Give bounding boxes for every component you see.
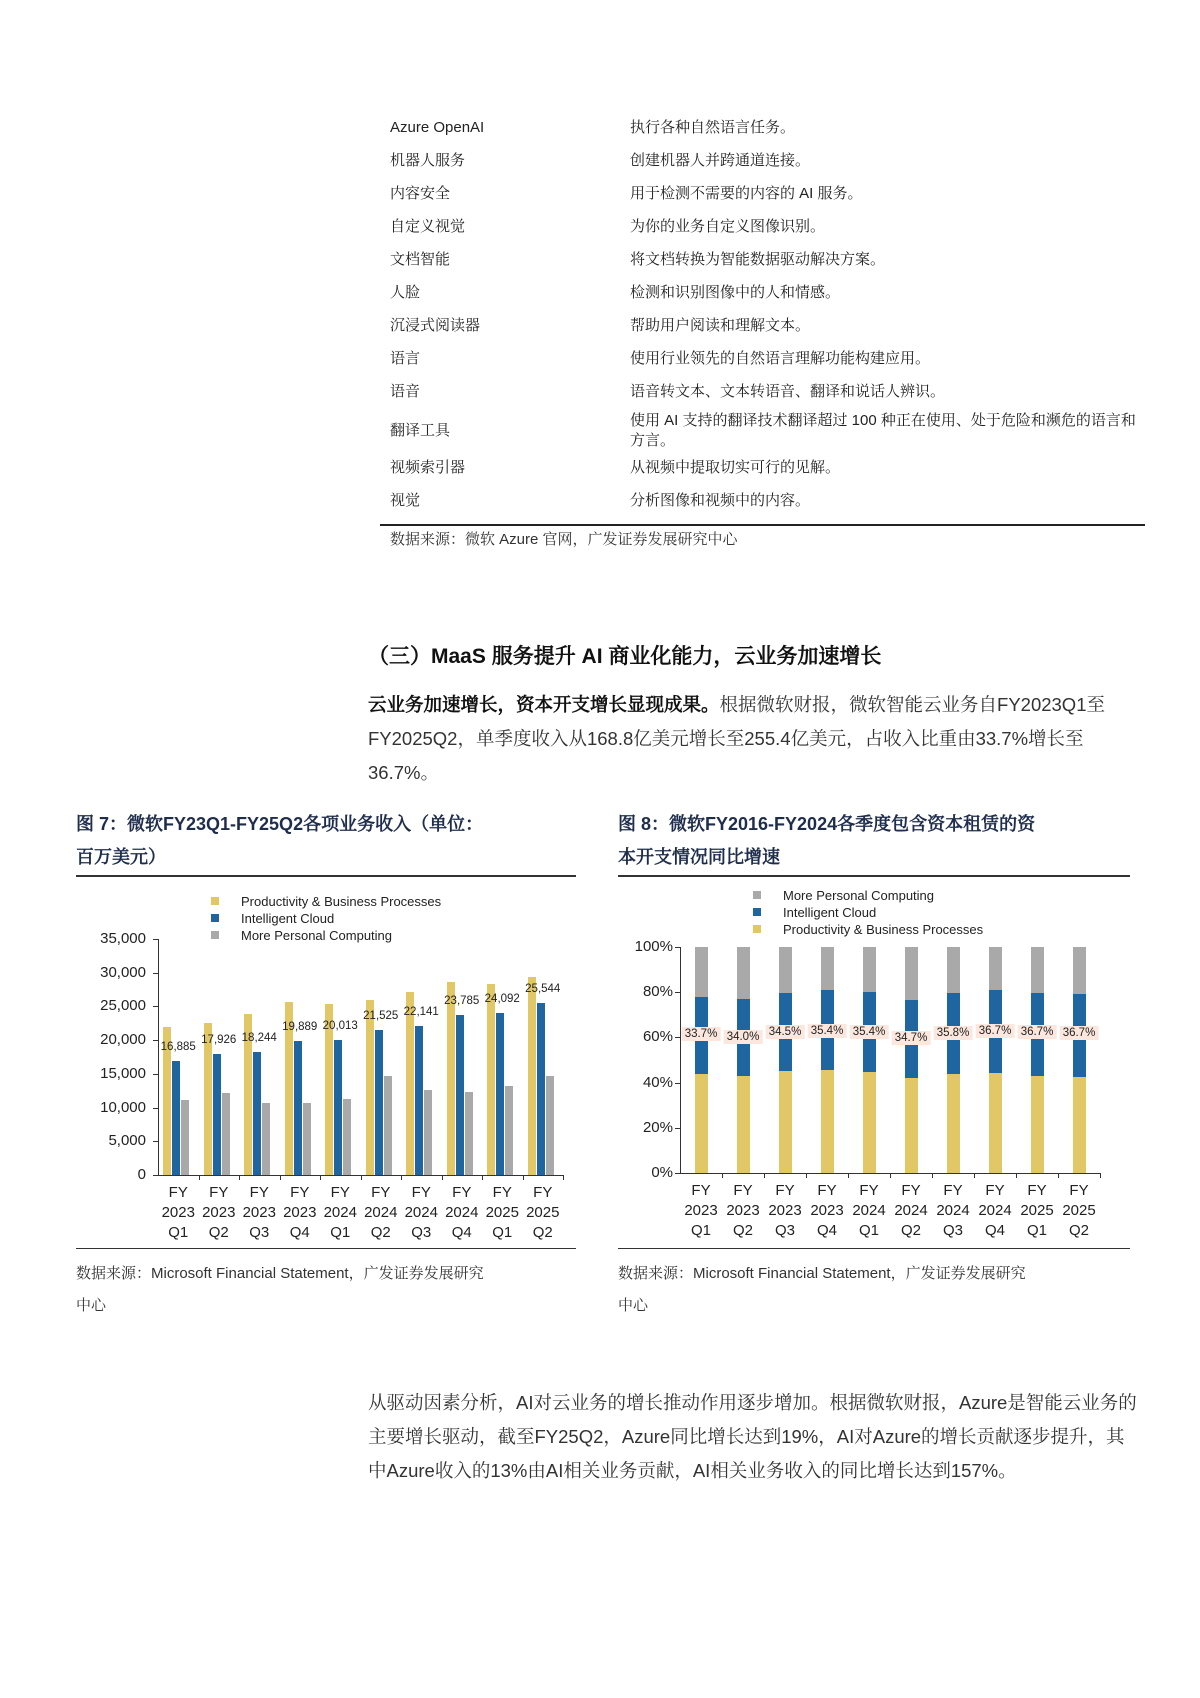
bar-segment-pbp [695, 1074, 708, 1173]
bar-ic [496, 1013, 504, 1175]
x-axis-tick [563, 1175, 564, 1180]
data-label: 33.7% [682, 1027, 721, 1041]
bar-mpc [181, 1100, 189, 1175]
service-description: 执行各种自然语言任务。 [630, 119, 796, 136]
figure-7-source [76, 1258, 484, 1322]
x-axis-tick [199, 1175, 200, 1180]
table-row [380, 316, 1145, 336]
bar-mpc [546, 1076, 554, 1175]
y-axis-line [680, 947, 681, 1173]
bar-group [401, 939, 442, 1175]
bar-segment-mpc [1031, 947, 1044, 993]
y-axis-tick-label: 35,000 [100, 930, 146, 947]
x-axis-tick [1100, 1173, 1101, 1178]
x-axis-tick-label: FY 2023 Q4 [810, 1182, 844, 1239]
x-axis-tick [239, 1175, 240, 1180]
legend-item [753, 887, 983, 904]
x-axis-tick [806, 1173, 807, 1178]
service-description: 将文档转换为智能数据驱动解决方案。 [630, 251, 886, 268]
service-name: 内容安全 [390, 185, 451, 202]
x-axis-tick-label: FY 2023 Q1 [161, 1184, 195, 1241]
bar-segment-pbp [905, 1078, 918, 1173]
x-axis-tick [280, 1175, 281, 1180]
legend-item [753, 921, 983, 938]
legend-label: Intelligent Cloud [783, 905, 877, 920]
legend-swatch-icon [753, 908, 761, 916]
figure-7-rule [76, 875, 576, 877]
bar-segment-mpc [1073, 947, 1086, 994]
x-axis-tick-label: FY 2025 Q2 [1062, 1182, 1096, 1239]
bar-segment-pbp [989, 1073, 1002, 1173]
x-axis-tick-label: FY 2025 Q1 [1020, 1182, 1054, 1239]
data-label: 36.7% [976, 1024, 1015, 1038]
x-axis-tick-label: FY 2023 Q2 [726, 1182, 760, 1239]
x-axis-tick-label: FY 2024 Q3 [936, 1182, 970, 1239]
table-row [380, 382, 1145, 402]
chart-legend [211, 893, 441, 944]
bar-segment-pbp [947, 1074, 960, 1173]
table-row [380, 458, 1145, 478]
figure-8-rule [618, 875, 1130, 877]
figure-7-chart [76, 885, 576, 1245]
legend-swatch-icon [753, 925, 761, 933]
service-description: 使用行业领先的自然语言理解功能构建应用。 [630, 350, 931, 367]
x-axis-tick [523, 1175, 524, 1180]
bar-ic [213, 1054, 221, 1175]
x-axis-tick-label: FY 2024 Q4 [978, 1182, 1012, 1239]
bar-group [482, 939, 523, 1175]
service-name: 视觉 [390, 492, 421, 509]
bar-ic [294, 1041, 302, 1175]
section-heading: （三）MaaS 服务提升 AI 商业化能力，云业务加速增长 [368, 645, 882, 668]
x-axis-tick [401, 1175, 402, 1180]
bar-mpc [343, 1099, 351, 1175]
bar-segment-mpc [989, 947, 1002, 990]
service-name: 沉浸式阅读器 [390, 317, 481, 334]
bar-pbp [366, 1000, 374, 1175]
bar-segment-mpc [779, 947, 792, 993]
service-name: 自定义视觉 [390, 218, 466, 235]
bar-group [239, 939, 280, 1175]
table-row [380, 118, 1145, 138]
x-axis-tick-label: FY 2023 Q2 [202, 1184, 236, 1241]
y-axis-tick-label: 30,000 [100, 963, 146, 981]
x-axis-tick-label: FY 2023 Q3 [768, 1182, 802, 1239]
bar-segment-pbp [1031, 1076, 1044, 1173]
x-axis-tick-label: FY 2024 Q3 [404, 1184, 438, 1241]
bar-segment-pbp [737, 1076, 750, 1173]
bar-segment-pbp [821, 1070, 834, 1173]
service-description: 帮助用户阅读和理解文本。 [630, 317, 811, 334]
legend-label: More Personal Computing [783, 888, 935, 903]
bar-group [523, 939, 564, 1175]
paragraph-body: 根据微软财报，微软智能云业务自FY2023Q1至FY2025Q2，单季度收入从168.8亿美元增长至255.4亿美元，占收入比重由33.7%增长至36.7%。 [368, 694, 1105, 783]
data-label: 35.8% [934, 1026, 973, 1040]
service-description: 使用 AI 支持的翻译技术翻译超过 100 种正在使用、处于危险和濒危的语言和方言。 [630, 412, 1136, 449]
table-row [380, 491, 1145, 511]
y-axis-tick-label: 0 [137, 1166, 146, 1183]
legend-label: Productivity & Business Processes [241, 894, 442, 909]
legend-swatch-icon [211, 897, 219, 905]
x-axis-tick-label: FY 2023 Q1 [684, 1182, 718, 1239]
service-description: 为你的业务自定义图像识别。 [630, 218, 826, 235]
bar-group [199, 939, 240, 1175]
data-label: 34.7% [892, 1031, 931, 1045]
bar-segment-mpc [821, 947, 834, 990]
figure-8-source [618, 1258, 1026, 1322]
figure-8-source-line2: 中心 [618, 1297, 649, 1314]
data-label: 34.5% [766, 1025, 805, 1039]
legend-swatch-icon [753, 891, 761, 899]
bar-mpc [262, 1103, 270, 1175]
data-label: 22,141 [403, 1005, 439, 1018]
x-axis-tick-label: FY 2024 Q1 [323, 1184, 357, 1241]
x-axis-tick [764, 1173, 765, 1178]
figure-8-title-line2: 本开支情况同比增速 [618, 847, 780, 867]
y-axis-tick-label: 25,000 [100, 997, 146, 1015]
bar-pbp [528, 977, 536, 1175]
bar-ic [415, 1026, 423, 1175]
table-row [380, 151, 1145, 171]
x-axis-tick [848, 1173, 849, 1178]
bar-ic [172, 1061, 180, 1175]
bar-mpc [424, 1090, 432, 1175]
bar-ic [456, 1015, 464, 1175]
data-label: 16,885 [160, 1041, 196, 1054]
y-axis-tick-label: 15,000 [100, 1064, 146, 1082]
legend-item [211, 893, 441, 910]
legend-label: Productivity & Business Processes [783, 922, 984, 937]
bar-mpc [222, 1093, 230, 1175]
figure-7-title [76, 808, 576, 874]
x-axis-tick [974, 1173, 975, 1178]
bar-group [442, 939, 483, 1175]
bar-segment-mpc [695, 947, 708, 997]
y-axis-tick-label: 20% [642, 1118, 673, 1136]
y-axis-tick-label: 40% [642, 1073, 673, 1091]
x-axis-tick-label: FY 2025 Q2 [526, 1184, 560, 1241]
x-axis-tick [361, 1175, 362, 1180]
data-label: 18,244 [241, 1031, 277, 1044]
x-axis-tick [932, 1173, 933, 1178]
bar-group [280, 939, 321, 1175]
x-axis-tick [1016, 1173, 1017, 1178]
service-description: 语音转文本、文本转语音、翻译和说话人辨识。 [630, 383, 946, 400]
chart-legend [753, 887, 983, 938]
data-label: 20,013 [322, 1020, 358, 1033]
data-label: 34.0% [724, 1030, 763, 1044]
bar-mpc [384, 1076, 392, 1175]
x-axis-tick [890, 1173, 891, 1178]
bar-segment-mpc [863, 947, 876, 992]
bar-segment-mpc [737, 947, 750, 999]
bar-group [158, 939, 199, 1175]
data-label: 17,926 [201, 1034, 237, 1047]
data-label: 19,889 [282, 1020, 318, 1033]
paragraph-ai-drivers: 从驱动因素分析，AI对云业务的增长推动作用逐步增加。根据微软财报，Azure是智能云业务的主要增长驱动，截至FY25Q2，Azure同比增长达到19%，AI对Azure的增长贡献逐步提升，其中Azure收入的13%由AI相关业务贡献，AI相关业务收入的同比增长达到157%。 [368, 1392, 1137, 1481]
service-name: 人脸 [390, 284, 421, 301]
data-label: 36.7% [1060, 1026, 1099, 1040]
service-name: 视频索引器 [390, 459, 466, 476]
service-description: 从视频中提取切实可行的见解。 [630, 459, 841, 476]
figure-8-chart [618, 885, 1130, 1245]
legend-swatch-icon [211, 914, 219, 922]
bar-segment-pbp [1073, 1077, 1086, 1173]
x-axis-tick-label: FY 2024 Q2 [894, 1182, 928, 1239]
figure-7-bottom-rule [76, 1248, 576, 1249]
data-label: 35.4% [850, 1025, 889, 1039]
bar-ic [537, 1003, 545, 1175]
x-axis-tick [482, 1175, 483, 1180]
x-axis-tick-label: FY 2024 Q1 [852, 1182, 886, 1239]
bar-segment-mpc [905, 947, 918, 1000]
x-axis-tick [442, 1175, 443, 1180]
paragraph-lead: 云业务加速增长，资本开支增长显现成果。 [368, 694, 720, 715]
service-name: 翻译工具 [390, 422, 451, 439]
figure-7-title-line1: 图 7：微软FY23Q1-FY25Q2各项业务收入（单位： [76, 814, 484, 834]
legend-label: More Personal Computing [241, 928, 393, 943]
y-axis-tick-label: 80% [642, 983, 673, 1001]
y-axis-tick-label: 10,000 [100, 1098, 146, 1116]
table-row [380, 250, 1145, 270]
legend-label: Intelligent Cloud [241, 911, 335, 926]
figure-8-title-line1: 图 8：微软FY2016-FY2024各季度包含资本租赁的资 [618, 814, 1036, 834]
bar-group [361, 939, 402, 1175]
table-row [380, 349, 1145, 369]
service-name: 机器人服务 [390, 152, 466, 169]
data-label: 23,785 [444, 994, 480, 1007]
service-name: Azure OpenAI [390, 119, 485, 136]
paragraph-cloud-growth [368, 688, 1140, 790]
service-description: 分析图像和视频中的内容。 [630, 492, 811, 509]
y-axis-tick-label: 0% [651, 1164, 673, 1181]
service-description: 检测和识别图像中的人和情感。 [630, 284, 841, 301]
x-axis-tick-label: FY 2025 Q1 [485, 1184, 519, 1241]
x-axis-tick-label: FY 2023 Q4 [283, 1184, 317, 1241]
bar-segment-pbp [779, 1071, 792, 1173]
legend-item [753, 904, 983, 921]
bar-segment-mpc [947, 947, 960, 993]
x-axis-tick-label: FY 2024 Q2 [364, 1184, 398, 1241]
bar-mpc [505, 1086, 513, 1175]
bar-mpc [303, 1103, 311, 1175]
table-source-note: 数据来源：微软 Azure 官网，广发证券发展研究中心 [390, 531, 738, 548]
x-axis-tick [320, 1175, 321, 1180]
figure-8-title [618, 808, 1130, 874]
table-row [380, 411, 1145, 451]
bar-ic [253, 1052, 261, 1175]
x-axis-tick-label: FY 2024 Q4 [445, 1184, 479, 1241]
data-label: 35.4% [808, 1024, 847, 1038]
service-description: 用于检测不需要的内容的 AI 服务。 [630, 185, 863, 202]
figure-8-source-line1: 数据来源：Microsoft Financial Statement，广发证券发展研究 [618, 1265, 1026, 1282]
service-description: 创建机器人并跨通道连接。 [630, 152, 811, 169]
table-row [380, 283, 1145, 303]
service-name: 语言 [390, 350, 421, 367]
figure-7-source-line1: 数据来源：Microsoft Financial Statement，广发证券发展研究 [76, 1265, 484, 1282]
data-label: 36.7% [1018, 1025, 1057, 1039]
y-axis-tick-label: 20,000 [100, 1031, 146, 1049]
bar-pbp [487, 984, 495, 1175]
bar-ic [375, 1030, 383, 1175]
data-label: 21,525 [363, 1009, 399, 1022]
y-axis-tick-label: 100% [634, 938, 673, 955]
y-axis-tick-label: 60% [642, 1028, 673, 1046]
figure-7-title-line2: 百万美元） [76, 847, 166, 867]
bar-segment-pbp [863, 1072, 876, 1173]
x-axis-tick [722, 1173, 723, 1178]
figure-7-source-line2: 中心 [76, 1297, 107, 1314]
y-axis-tick-label: 5,000 [108, 1132, 146, 1150]
bar-pbp [447, 982, 455, 1175]
legend-item [211, 910, 441, 927]
x-axis-tick [1058, 1173, 1059, 1178]
table-bottom-rule [380, 524, 1145, 526]
figure-8-bottom-rule [618, 1248, 1130, 1249]
service-name: 文档智能 [390, 251, 451, 268]
data-label: 24,092 [484, 992, 520, 1005]
bar-mpc [465, 1092, 473, 1175]
data-label: 25,544 [525, 982, 561, 995]
table-row [380, 184, 1145, 204]
bar-pbp [406, 992, 414, 1175]
bar-ic [334, 1040, 342, 1175]
table-row [380, 217, 1145, 237]
legend-swatch-icon [211, 931, 219, 939]
service-name: 语音 [390, 383, 421, 400]
bar-group [320, 939, 361, 1175]
x-axis-tick-label: FY 2023 Q3 [242, 1184, 276, 1241]
